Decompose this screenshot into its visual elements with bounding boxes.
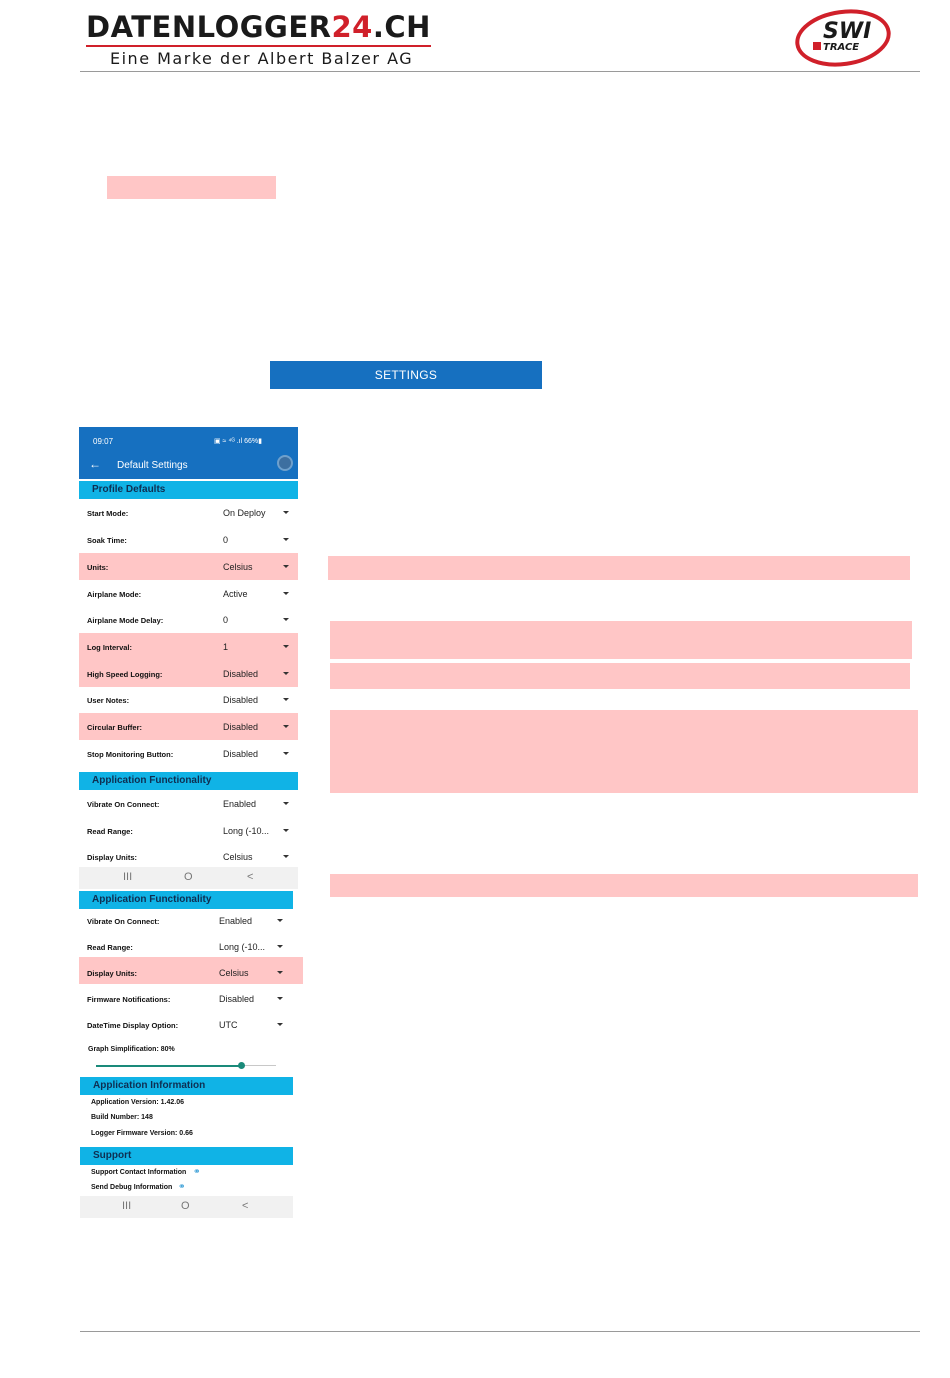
setting-label: Start Mode: — [87, 509, 129, 518]
setting-row-airplane-mode[interactable] — [79, 580, 298, 607]
setting-row-stop-monitoring-button[interactable] — [79, 740, 298, 767]
header-divider — [80, 71, 920, 72]
setting-value: Celsius — [223, 562, 253, 572]
dropdown-caret-icon — [283, 538, 289, 541]
setting-row-high-speed-logging[interactable] — [79, 660, 298, 687]
section-profile-defaults: Profile Defaults — [79, 481, 298, 499]
setting-label: Airplane Mode: — [87, 590, 142, 599]
section-application-information: Application Information — [80, 1077, 293, 1095]
dropdown-caret-icon — [283, 752, 289, 755]
setting-label: Read Range: — [87, 827, 133, 836]
link-icon[interactable]: ⚭ — [193, 1166, 201, 1176]
dropdown-caret-icon — [283, 618, 289, 621]
logo-wordmark: DATENLOGGER24.CH — [86, 10, 431, 44]
setting-row-user-notes[interactable] — [79, 686, 298, 713]
status-bar — [79, 427, 298, 451]
setting-value: Long (-10... — [219, 942, 266, 952]
dropdown-caret-icon — [283, 672, 289, 675]
setting-value: Enabled — [223, 799, 257, 809]
setting-label: Read Range: — [87, 943, 133, 952]
setting-label: High Speed Logging: — [87, 670, 163, 679]
dropdown-caret-icon — [283, 802, 289, 805]
build-number: Build Number: 148 — [91, 1114, 153, 1121]
setting-value: Disabled — [223, 749, 259, 759]
setting-row-soak-time[interactable] — [79, 526, 298, 553]
setting-value: Disabled — [223, 669, 259, 679]
section-application-functionality: Application Functionality — [79, 891, 293, 909]
home-icon[interactable]: O — [184, 871, 193, 883]
section-application-functionality: Application Functionality — [79, 772, 298, 790]
highlight-block — [330, 874, 918, 897]
dropdown-caret-icon — [283, 829, 289, 832]
setting-value: Active — [223, 589, 248, 599]
application-version: Application Version: 1.42.06 — [91, 1099, 184, 1106]
datenlogger-logo — [86, 10, 431, 68]
setting-row-start-mode[interactable] — [79, 499, 298, 526]
dropdown-caret-icon — [277, 1023, 283, 1026]
logo-underline — [86, 45, 431, 47]
setting-label: Display Units: — [87, 853, 138, 862]
support-contact-link[interactable]: Support Contact Information — [91, 1169, 187, 1176]
highlight-block — [330, 710, 918, 793]
setting-value: UTC — [219, 1020, 238, 1030]
setting-label: Vibrate On Connect: — [87, 917, 160, 926]
setting-value: 1 — [223, 642, 229, 652]
logo-subtitle: Eine Marke der Albert Balzer AG — [110, 49, 414, 68]
dropdown-caret-icon — [277, 919, 283, 922]
dropdown-caret-icon — [283, 645, 289, 648]
setting-value: 0 — [223, 615, 229, 625]
back-icon[interactable]: < — [247, 871, 254, 883]
back-icon[interactable]: < — [242, 1200, 249, 1212]
setting-row-datetime-display-option[interactable] — [79, 1011, 293, 1038]
back-arrow-icon[interactable]: ← — [89, 457, 101, 471]
dropdown-caret-icon — [277, 997, 283, 1000]
dropdown-caret-icon — [283, 725, 289, 728]
setting-label: Soak Time: — [87, 536, 127, 545]
svg-text:TRACE: TRACE — [823, 42, 860, 53]
setting-label: Vibrate On Connect: — [87, 800, 160, 809]
link-icon[interactable]: ⚭ — [178, 1181, 186, 1191]
setting-label: Stop Monitoring Button: — [87, 750, 174, 759]
settings-gear-icon[interactable] — [277, 455, 293, 471]
highlight-block — [107, 176, 276, 199]
setting-value: Celsius — [219, 968, 249, 978]
setting-row-read-range[interactable] — [79, 933, 293, 960]
swi-trace-logo — [793, 8, 893, 68]
app-bar-title: Default Settings — [117, 460, 188, 471]
setting-row-units[interactable] — [79, 553, 298, 580]
dropdown-caret-icon — [283, 592, 289, 595]
highlight-block — [330, 621, 912, 659]
home-icon[interactable]: O — [181, 1200, 190, 1212]
recent-apps-icon[interactable]: III — [122, 1200, 132, 1212]
default-settings-screen — [79, 427, 298, 889]
setting-value: On Deploy — [223, 508, 266, 518]
settings-scrolled-screen — [79, 889, 303, 1221]
app-bar — [79, 451, 298, 479]
setting-value: Disabled — [223, 722, 259, 732]
setting-label: Units: — [87, 563, 109, 572]
setting-row-airplane-mode-delay[interactable] — [79, 606, 298, 633]
setting-row-circular-buffer[interactable] — [79, 713, 298, 740]
dropdown-caret-icon — [283, 855, 289, 858]
graph-simplification-label: Graph Simplification: 80% — [88, 1046, 175, 1053]
graph-simplification-slider-fill — [96, 1065, 241, 1067]
setting-label: Firmware Notifications: — [87, 995, 171, 1004]
setting-value: Long (-10... — [223, 826, 270, 836]
status-time: 09:07 — [93, 437, 114, 446]
setting-value: Celsius — [223, 852, 253, 862]
android-nav-bar — [80, 1196, 293, 1218]
dropdown-caret-icon — [283, 511, 289, 514]
setting-label: Circular Buffer: — [87, 723, 143, 732]
setting-value: 0 — [223, 535, 229, 545]
status-icons: ▣ ≈ ⁴ᴳ .ıl 66%▮ — [213, 438, 262, 445]
recent-apps-icon[interactable]: III — [123, 871, 133, 883]
highlight-block — [328, 556, 910, 580]
setting-value: Disabled — [223, 695, 259, 705]
section-support: Support — [80, 1147, 293, 1165]
setting-value: Disabled — [219, 994, 255, 1004]
setting-label: DateTime Display Option: — [87, 1021, 179, 1030]
setting-row-vibrate-on-connect[interactable] — [79, 907, 293, 934]
setting-row-display-units[interactable] — [79, 959, 293, 986]
setting-row-vibrate-on-connect[interactable] — [79, 790, 298, 817]
graph-simplification-slider-thumb[interactable] — [238, 1062, 245, 1069]
dropdown-caret-icon — [283, 565, 289, 568]
setting-value: Enabled — [219, 916, 253, 926]
dropdown-caret-icon — [277, 945, 283, 948]
highlight-block — [330, 663, 910, 689]
setting-label: Airplane Mode Delay: — [87, 616, 164, 625]
dropdown-caret-icon — [283, 698, 289, 701]
settings-button[interactable]: SETTINGS — [270, 361, 542, 389]
dropdown-caret-icon — [277, 971, 283, 974]
android-nav-bar — [79, 867, 298, 889]
logger-firmware-version: Logger Firmware Version: 0.66 — [91, 1130, 193, 1137]
footer-divider — [80, 1331, 920, 1332]
setting-label: User Notes: — [87, 696, 130, 705]
setting-row-read-range[interactable] — [79, 817, 298, 844]
setting-label: Log Interval: — [87, 643, 133, 652]
setting-row-log-interval[interactable] — [79, 633, 298, 660]
setting-row-display-units[interactable] — [79, 843, 298, 870]
setting-row-firmware-notifications[interactable] — [79, 985, 293, 1012]
send-debug-link[interactable]: Send Debug Information — [91, 1184, 173, 1191]
setting-label: Display Units: — [87, 969, 138, 978]
svg-text:SWI: SWI — [823, 19, 872, 44]
